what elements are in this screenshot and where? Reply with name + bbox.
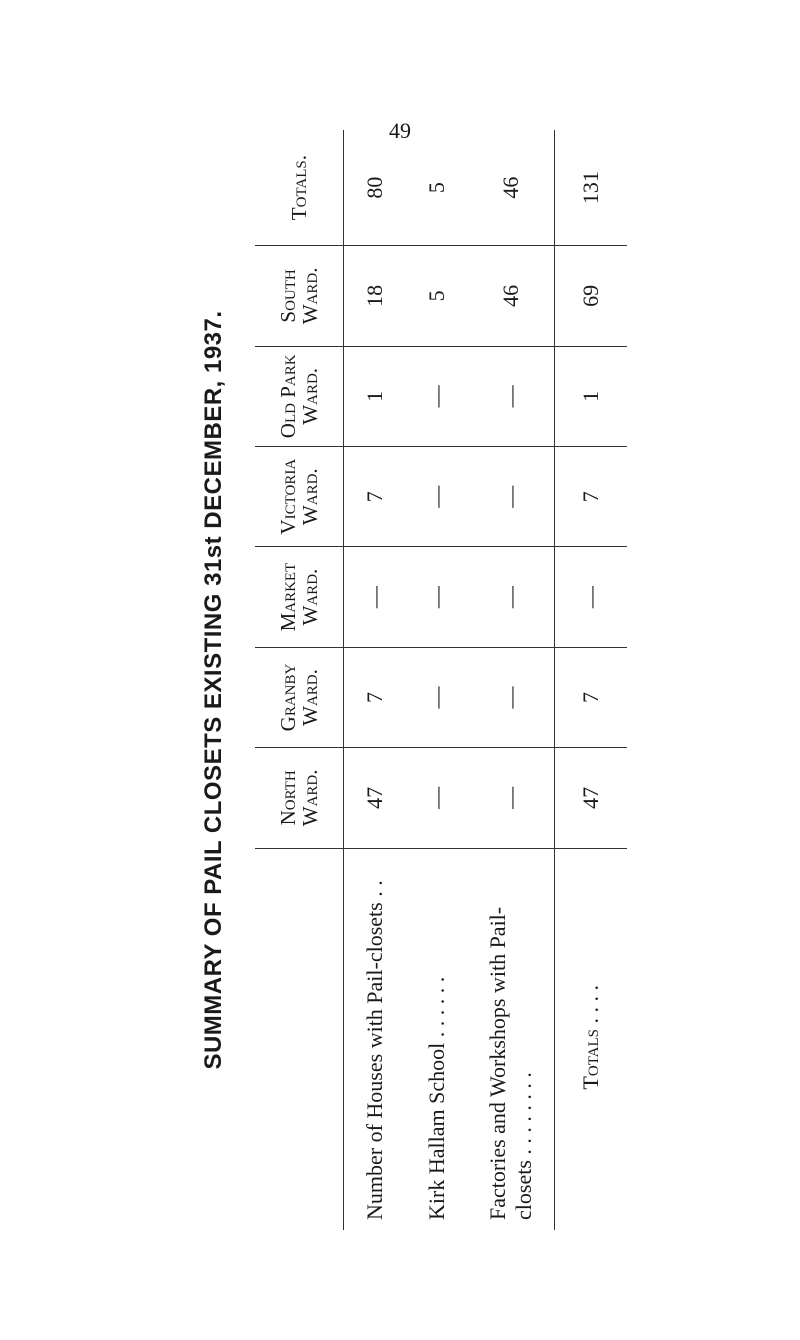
table-frame [255,130,625,1230]
cell: — [343,547,406,647]
cell: — [468,346,555,446]
cell: 5 [406,246,468,346]
cell: 46 [468,246,555,346]
table-row [343,130,406,1230]
header-north-ward: North Ward. [255,748,343,848]
table-row [468,130,555,1230]
cell: 7 [343,447,406,547]
cell: 46 [497,176,523,199]
header-blank [255,848,343,1230]
row-label: Factories and Workshops with Pail-closets . . . . . . . . [468,848,555,1230]
cell: 7 [343,647,406,747]
cell: — [406,447,468,547]
pail-closets-table [255,130,627,1230]
total-cell: 47 [554,748,627,848]
cell: — [468,547,555,647]
header-row [255,130,343,1230]
total-cell: 7 [554,447,627,547]
table-row [406,130,468,1230]
total-cell: 131 [554,130,627,246]
row-label: Number of Houses with Pail-closets . . [343,848,406,1230]
cell: 5 [423,182,449,194]
cell: — [406,346,468,446]
cell: 1 [343,346,406,446]
header-market-ward: Market Ward. [255,547,343,647]
cell: — [406,647,468,747]
cell: — [406,547,468,647]
cell: 18 [343,246,406,346]
cell: — [468,748,555,848]
total-cell: 1 [554,346,627,446]
cell: 47 [343,748,406,848]
total-cell: 7 [554,647,627,747]
total-cell: — [554,547,627,647]
totals-row [554,130,627,1230]
row-label: Kirk Hallam School . . . . . . [406,848,468,1230]
cell: 80 [361,176,387,199]
header-victoria-ward: Victoria Ward. [255,447,343,547]
cell: — [406,748,468,848]
header-south-ward: South Ward. [255,246,343,346]
totals-label: Totals . . . . [554,848,627,1230]
header-granby-ward: Granby Ward. [255,647,343,747]
total-cell: 69 [554,246,627,346]
page-number: 49 [389,118,411,143]
cell: — [468,647,555,747]
header-old-park-ward: Old Park Ward. [255,346,343,446]
title-container [196,310,232,1070]
cell: — [468,447,555,547]
page-title: SUMMARY OF PAIL CLOSETS EXISTING 31st DECEMBER, 1937. [200,310,227,1070]
header-totals: Totals. [255,130,343,246]
